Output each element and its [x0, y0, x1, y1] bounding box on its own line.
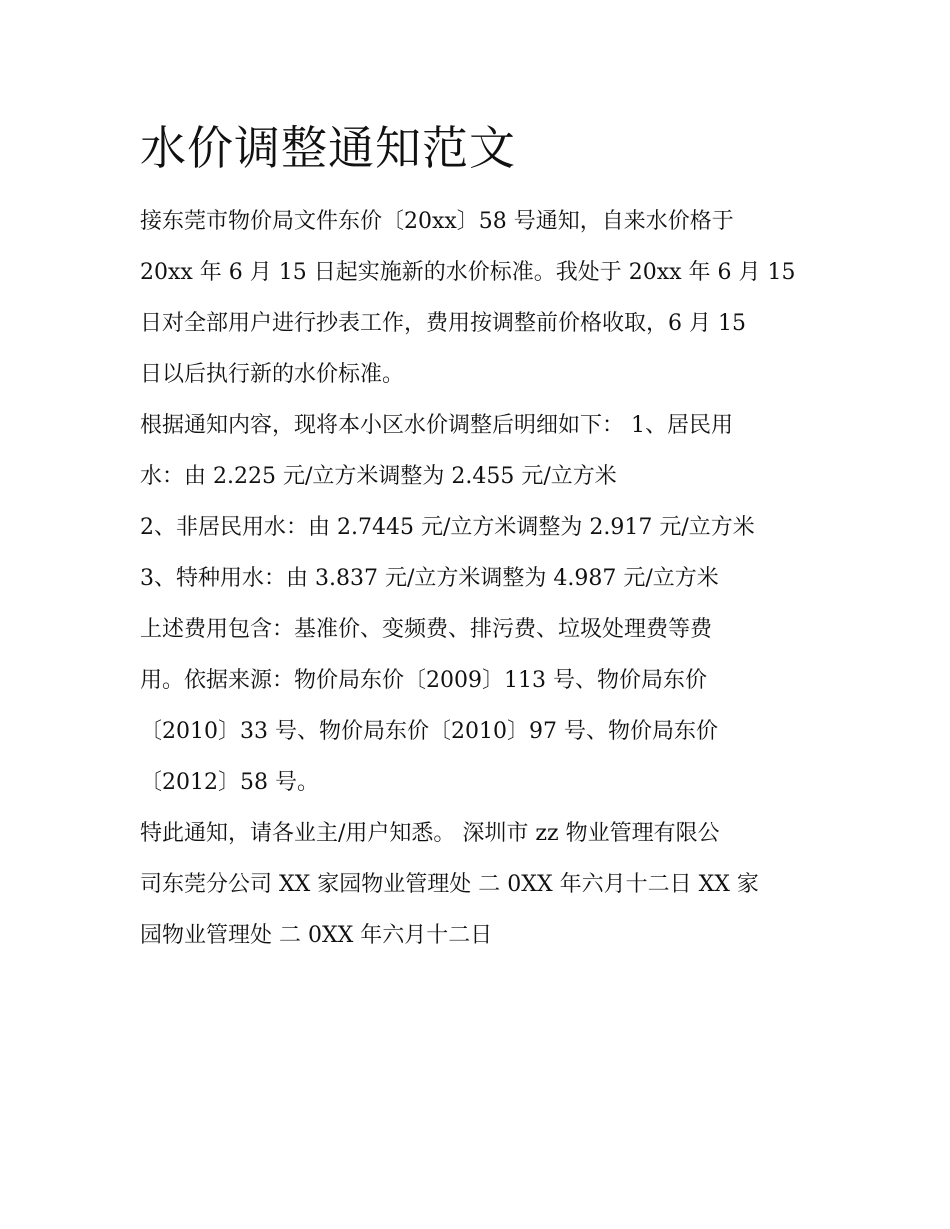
body-line: 日以后执行新的水价标准。 [140, 362, 405, 387]
body-line: 特此通知，请各业主/用户知悉。 深圳市 zz 物业管理有限公 [140, 821, 720, 846]
body-line: 〔2010〕33 号、物价局东价〔2010〕97 号、物价局东价 [140, 719, 718, 744]
body-line: 日对全部用户进行抄表工作，费用按调整前价格收取，6 月 15 [140, 311, 746, 336]
body-line: 用。依据来源：物价局东价〔2009〕113 号、物价局东价 [140, 668, 707, 693]
body-line: 3、特种用水：由 3.837 元/立方米调整为 4.987 元/立方米 [140, 566, 719, 591]
body-line: 根据通知内容，现将本小区水价调整后明细如下： 1、居民用 [140, 413, 733, 438]
body-line: 接东莞市物价局文件东价〔20xx〕58 号通知，自来水价格于 [140, 209, 734, 234]
body-line: 园物业管理处 二 0XX 年六月十二日 [140, 923, 493, 948]
body-line: 20xx 年 6 月 15 日起实施新的水价标准。我处于 20xx 年 6 月 15 [140, 260, 796, 285]
body-line: 〔2012〕58 号。 [140, 770, 319, 795]
body-line: 上述费用包含：基准价、变频费、排污费、垃圾处理费等费 [140, 617, 713, 642]
body-line: 水：由 2.225 元/立方米调整为 2.455 元/立方米 [140, 464, 617, 489]
body-line: 司东莞分公司 XX 家园物业管理处 二 0XX 年六月十二日 XX 家 [140, 872, 759, 897]
page-title: 水价调整通知范文 [140, 121, 516, 175]
body-line: 2、非居民用水：由 2.7445 元/立方米调整为 2.917 元/立方米 [140, 515, 755, 540]
